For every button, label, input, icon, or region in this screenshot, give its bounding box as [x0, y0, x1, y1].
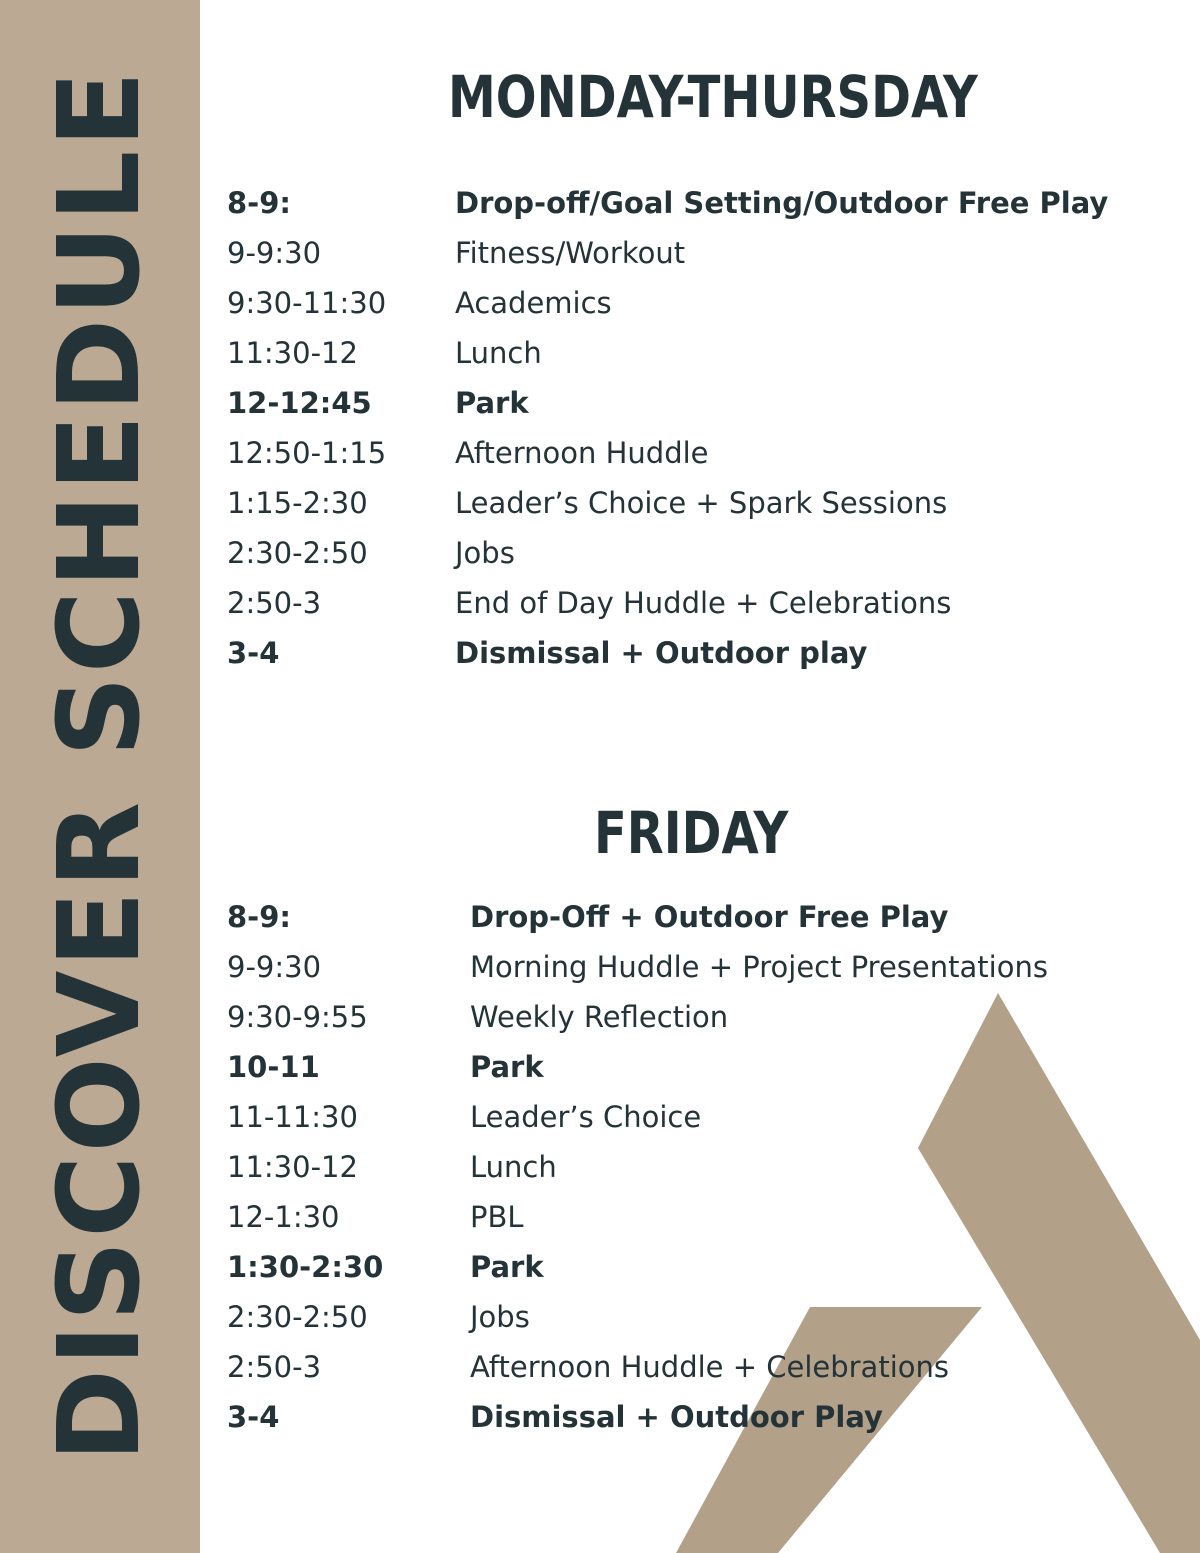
schedule-activity: Jobs — [455, 536, 515, 570]
schedule-row — [227, 1142, 1177, 1192]
schedule-row — [227, 1392, 1177, 1442]
schedule-time: 1:30-2:30 — [227, 1250, 384, 1284]
schedule-row — [227, 578, 1177, 628]
schedule-row — [227, 1092, 1177, 1142]
schedule-list-monday-thursday — [227, 178, 1177, 678]
schedule-activity: Park — [470, 1050, 544, 1084]
schedule-row — [227, 528, 1177, 578]
schedule-row — [227, 628, 1177, 678]
schedule-row — [227, 478, 1177, 528]
schedule-row — [227, 328, 1177, 378]
schedule-activity: Afternoon Huddle + Celebrations — [470, 1350, 949, 1384]
schedule-activity: Academics — [455, 286, 612, 320]
schedule-row — [227, 228, 1177, 278]
schedule-row — [227, 1042, 1177, 1092]
schedule-row — [227, 428, 1177, 478]
schedule-time: 11:30-12 — [227, 1150, 358, 1184]
schedule-row — [227, 1192, 1177, 1242]
schedule-time: 12-12:45 — [227, 386, 372, 420]
schedule-time: 1:15-2:30 — [227, 486, 368, 520]
schedule-time: 9:30-11:30 — [227, 286, 387, 320]
schedule-activity: Lunch — [455, 336, 542, 370]
schedule-activity: Drop-off/Goal Setting/Outdoor Free Play — [455, 186, 1109, 220]
schedule-time: 12:50-1:15 — [227, 436, 387, 470]
schedule-time: 9-9:30 — [227, 236, 322, 270]
schedule-time: 9:30-9:55 — [227, 1000, 368, 1034]
schedule-time: 10-11 — [227, 1050, 320, 1084]
schedule-time: 3-4 — [227, 1400, 280, 1434]
heading-monday-thursday: MONDAY-THURSDAY — [448, 63, 978, 131]
schedule-time: 2:50-3 — [227, 1350, 322, 1384]
schedule-time: 2:50-3 — [227, 586, 322, 620]
schedule-activity: Jobs — [470, 1300, 530, 1334]
schedule-activity: PBL — [470, 1200, 524, 1234]
schedule-time: 11-11:30 — [227, 1100, 358, 1134]
schedule-row — [227, 992, 1177, 1042]
schedule-row — [227, 1242, 1177, 1292]
schedule-time: 12-1:30 — [227, 1200, 340, 1234]
schedule-activity: Park — [455, 386, 529, 420]
heading-friday: FRIDAY — [594, 799, 789, 867]
schedule-time: 2:30-2:50 — [227, 1300, 368, 1334]
schedule-time: 9-9:30 — [227, 950, 322, 984]
schedule-activity: Weekly Reflection — [470, 1000, 729, 1034]
schedule-row — [227, 892, 1177, 942]
schedule-time: 11:30-12 — [227, 336, 358, 370]
schedule-activity: Lunch — [470, 1150, 557, 1184]
schedule-activity: Fitness/Workout — [455, 236, 686, 270]
schedule-row — [227, 1292, 1177, 1342]
schedule-row — [227, 1342, 1177, 1392]
schedule-row — [227, 378, 1177, 428]
schedule-activity: Dismissal + Outdoor play — [455, 636, 868, 670]
schedule-time: 8-9: — [227, 900, 291, 934]
schedule-activity: Afternoon Huddle — [455, 436, 709, 470]
schedule-activity: Park — [470, 1250, 544, 1284]
sidebar-title: DISCOVER SCHEDULE — [35, 67, 165, 1463]
schedule-activity: Dismissal + Outdoor Play — [470, 1400, 883, 1434]
schedule-list-friday — [227, 892, 1177, 1442]
schedule-activity: Leader’s Choice — [470, 1100, 702, 1134]
schedule-activity: Morning Huddle + Project Presentations — [470, 950, 1048, 984]
schedule-activity: Drop-Off + Outdoor Free Play — [470, 900, 949, 934]
schedule-time: 3-4 — [227, 636, 280, 670]
schedule-row — [227, 278, 1177, 328]
schedule-time: 2:30-2:50 — [227, 536, 368, 570]
schedule-time: 8-9: — [227, 186, 291, 220]
schedule-activity: End of Day Huddle + Celebrations — [455, 586, 952, 620]
schedule-row — [227, 942, 1177, 992]
schedule-activity: Leader’s Choice + Spark Sessions — [455, 486, 948, 520]
schedule-row — [227, 178, 1177, 228]
